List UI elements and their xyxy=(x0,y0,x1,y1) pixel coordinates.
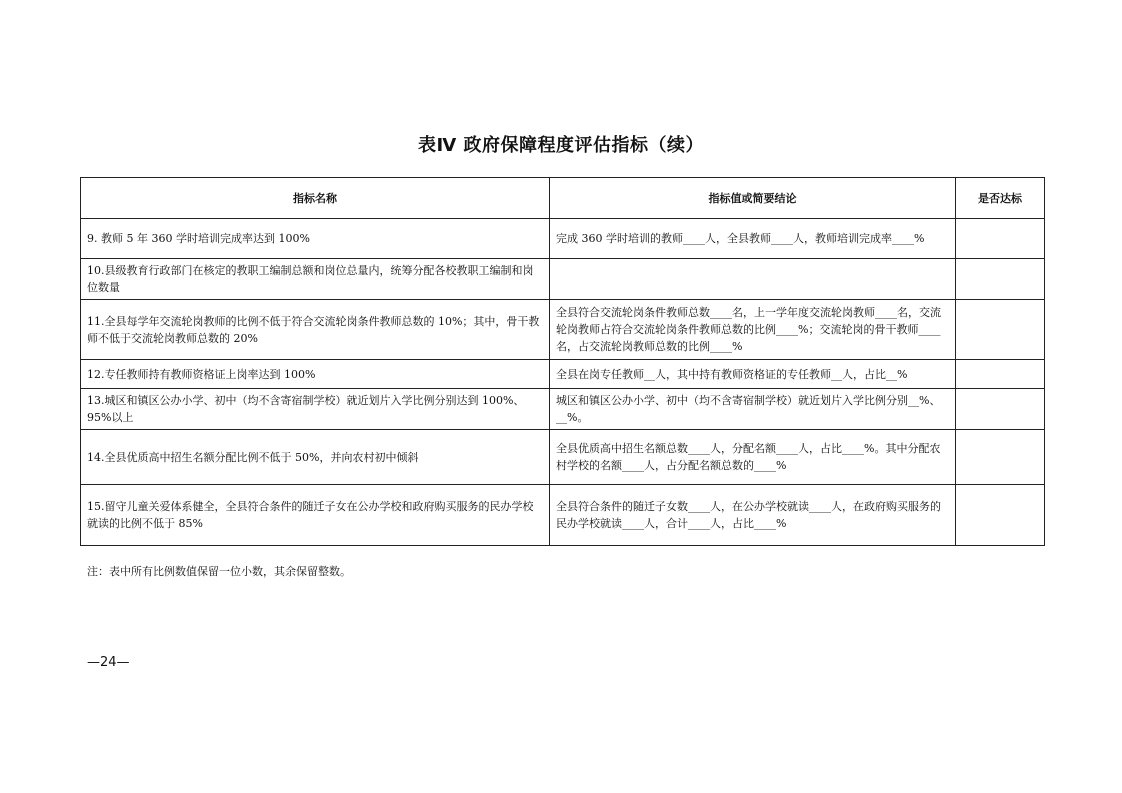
page-title: 表Ⅳ 政府保障程度评估指标（续） xyxy=(417,135,705,156)
met-standard-cell xyxy=(956,389,1045,430)
indicator-value-cell: 全县优质高中招生名额总数____人，分配名额____人，占比____%。其中分配农村学校的名额____人，占分配名额总数的____% xyxy=(550,430,956,485)
table-row xyxy=(81,389,1045,430)
indicator-table xyxy=(80,177,1045,546)
table-row xyxy=(81,219,1045,259)
page-number: —24— xyxy=(87,655,130,670)
indicator-value-cell: 全县符合条件的随迁子女数____人，在公办学校就读____人，在政府购买服务的民办学校就读____人，合计____人，占比____% xyxy=(550,485,956,546)
indicator-name-cell: 11.全县每学年交流轮岗教师的比例不低于符合交流轮岗条件教师总数的 10%；其中，骨干教师不低于交流轮岗教师总数的 20% xyxy=(81,300,550,360)
header-met-standard: 是否达标 xyxy=(956,178,1045,219)
table-footnote: 注：表中所有比例数值保留一位小数，其余保留整数。 xyxy=(87,565,351,578)
indicator-value-cell: 城区和镇区公办小学、初中（均不含寄宿制学校）就近划片入学比例分别__%、__%。 xyxy=(550,389,956,430)
indicator-name-cell: 10.县级教育行政部门在核定的教职工编制总额和岗位总量内，统筹分配各校教职工编制和岗位数量 xyxy=(81,259,550,300)
met-standard-cell xyxy=(956,300,1045,360)
table-row xyxy=(81,259,1045,300)
met-standard-cell xyxy=(956,430,1045,485)
table-row xyxy=(81,300,1045,360)
met-standard-cell xyxy=(956,259,1045,300)
table-row xyxy=(81,485,1045,546)
indicator-name-cell: 12.专任教师持有教师资格证上岗率达到 100% xyxy=(81,360,550,389)
met-standard-cell xyxy=(956,219,1045,259)
table-row xyxy=(81,360,1045,389)
indicator-value-cell xyxy=(550,259,956,300)
met-standard-cell xyxy=(956,485,1045,546)
table-header-row xyxy=(81,178,1045,219)
indicator-value-cell: 完成 360 学时培训的教师____人，全县教师____人，教师培训完成率____% xyxy=(550,219,956,259)
indicator-name-cell: 15.留守儿童关爱体系健全，全县符合条件的随迁子女在公办学校和政府购买服务的民办学校就读的比例不低于 85% xyxy=(81,485,550,546)
indicator-name-cell: 14.全县优质高中招生名额分配比例不低于 50%，并向农村初中倾斜 xyxy=(81,430,550,485)
indicator-value-cell: 全县符合交流轮岗条件教师总数____名，上一学年度交流轮岗教师____名，交流轮岗教师占符合交流轮岗条件教师总数的比例____%；交流轮岗的骨干教师____名，占交流轮岗教师总数的比例____% xyxy=(550,300,956,360)
header-indicator-value: 指标值或简要结论 xyxy=(550,178,956,219)
header-indicator-name: 指标名称 xyxy=(81,178,550,219)
indicator-value-cell: 全县在岗专任教师__人，其中持有教师资格证的专任教师__人，占比__% xyxy=(550,360,956,389)
indicator-name-cell: 13.城区和镇区公办小学、初中（均不含寄宿制学校）就近划片入学比例分别达到 100%、95%以上 xyxy=(81,389,550,430)
table-row xyxy=(81,430,1045,485)
met-standard-cell xyxy=(956,360,1045,389)
indicator-name-cell: 9. 教师 5 年 360 学时培训完成率达到 100% xyxy=(81,219,550,259)
